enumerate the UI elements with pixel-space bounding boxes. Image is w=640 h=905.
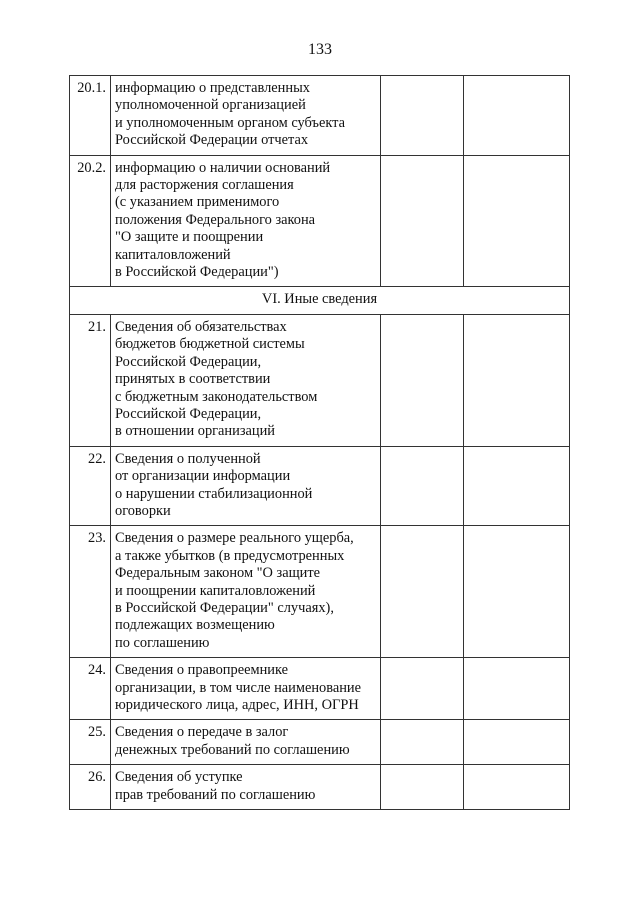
description-line: информацию о наличии оснований (115, 159, 331, 176)
description-line: организации, в том числе наименование (115, 679, 362, 696)
row-number: 21. (70, 314, 111, 446)
row-description (111, 76, 381, 156)
section-title: VI. Иные сведения (70, 287, 570, 314)
empty-cell (464, 76, 570, 156)
description-line: подлежащих возмещению (115, 617, 275, 634)
empty-cell (381, 155, 464, 287)
table-body (70, 76, 570, 810)
description-line: Российской Федерации, (115, 405, 262, 422)
empty-cell (381, 658, 464, 720)
empty-cell (381, 526, 464, 658)
table-row (70, 526, 570, 658)
row-description (111, 314, 381, 446)
row-description (111, 658, 381, 720)
row-description (111, 446, 381, 526)
description-line: капиталовложений (115, 246, 231, 263)
description-line: Сведения о правопреемнике (115, 662, 289, 679)
document-table (69, 75, 570, 810)
empty-cell (464, 526, 570, 658)
description-line: в Российской Федерации" случаях), (115, 599, 334, 616)
row-description (111, 765, 381, 810)
description-line: Федеральным законом "О защите (115, 565, 321, 582)
empty-cell (464, 765, 570, 810)
empty-cell (381, 76, 464, 156)
empty-cell (464, 720, 570, 765)
description-line: в отношении организаций (115, 423, 276, 440)
description-line: "О защите и поощрении (115, 229, 264, 246)
description-line: оговорки (115, 502, 171, 519)
table-row (70, 720, 570, 765)
description-line: (с указанием применимого (115, 194, 280, 211)
empty-cell (464, 446, 570, 526)
table-row (70, 155, 570, 287)
description-line: Российской Федерации отчетах (115, 132, 309, 149)
description-line: Сведения об обязательствах (115, 318, 287, 335)
row-number: 22. (70, 446, 111, 526)
description-line: о нарушении стабилизационной (115, 485, 313, 502)
description-line: принятых в соответствии (115, 371, 271, 388)
description-line: с бюджетным законодательством (115, 388, 318, 405)
empty-cell (464, 314, 570, 446)
description-line: бюджетов бюджетной системы (115, 336, 305, 353)
description-line: и уполномоченным органом субъекта (115, 114, 345, 131)
description-line: для расторжения соглашения (115, 177, 294, 194)
empty-cell (381, 446, 464, 526)
table-row (70, 765, 570, 810)
row-number: 20.1. (70, 76, 111, 156)
row-number: 23. (70, 526, 111, 658)
row-number: 26. (70, 765, 111, 810)
description-line: юридического лица, адрес, ИНН, ОГРН (115, 697, 359, 713)
empty-cell (464, 155, 570, 287)
description-line: и поощрении капиталовложений (115, 582, 316, 599)
description-line: Сведения о передаче в залог (115, 724, 289, 741)
description-line: Российской Федерации, (115, 353, 262, 370)
page-number: 133 (308, 41, 332, 58)
description-line: по соглашению (115, 634, 210, 651)
row-number: 20.2. (70, 155, 111, 287)
description-line: положения Федерального закона (115, 211, 316, 228)
description-line: Сведения об уступке (115, 769, 243, 786)
table-row (70, 658, 570, 720)
section-header-row (70, 287, 570, 314)
row-number: 24. (70, 658, 111, 720)
description-line: в Российской Федерации") (115, 264, 279, 281)
row-number: 25. (70, 720, 111, 765)
description-line: Сведения о размере реального ущерба, (115, 530, 354, 547)
empty-cell (381, 314, 464, 446)
description-line: от организации информации (115, 468, 291, 485)
description-line: прав требований по соглашению (115, 786, 316, 803)
table-row (70, 314, 570, 446)
empty-cell (381, 765, 464, 810)
empty-cell (464, 658, 570, 720)
empty-cell (381, 720, 464, 765)
description-line: а также убытков (в предусмотренных (115, 547, 345, 564)
description-line: информацию о представленных (115, 80, 310, 96)
table-row (70, 76, 570, 156)
table-row (70, 446, 570, 526)
row-description (111, 155, 381, 287)
description-line: денежных требований по соглашению (115, 741, 350, 758)
description-line: уполномоченной организацией (115, 97, 306, 114)
row-description (111, 720, 381, 765)
description-line: Сведения о полученной (115, 450, 261, 467)
row-description (111, 526, 381, 658)
